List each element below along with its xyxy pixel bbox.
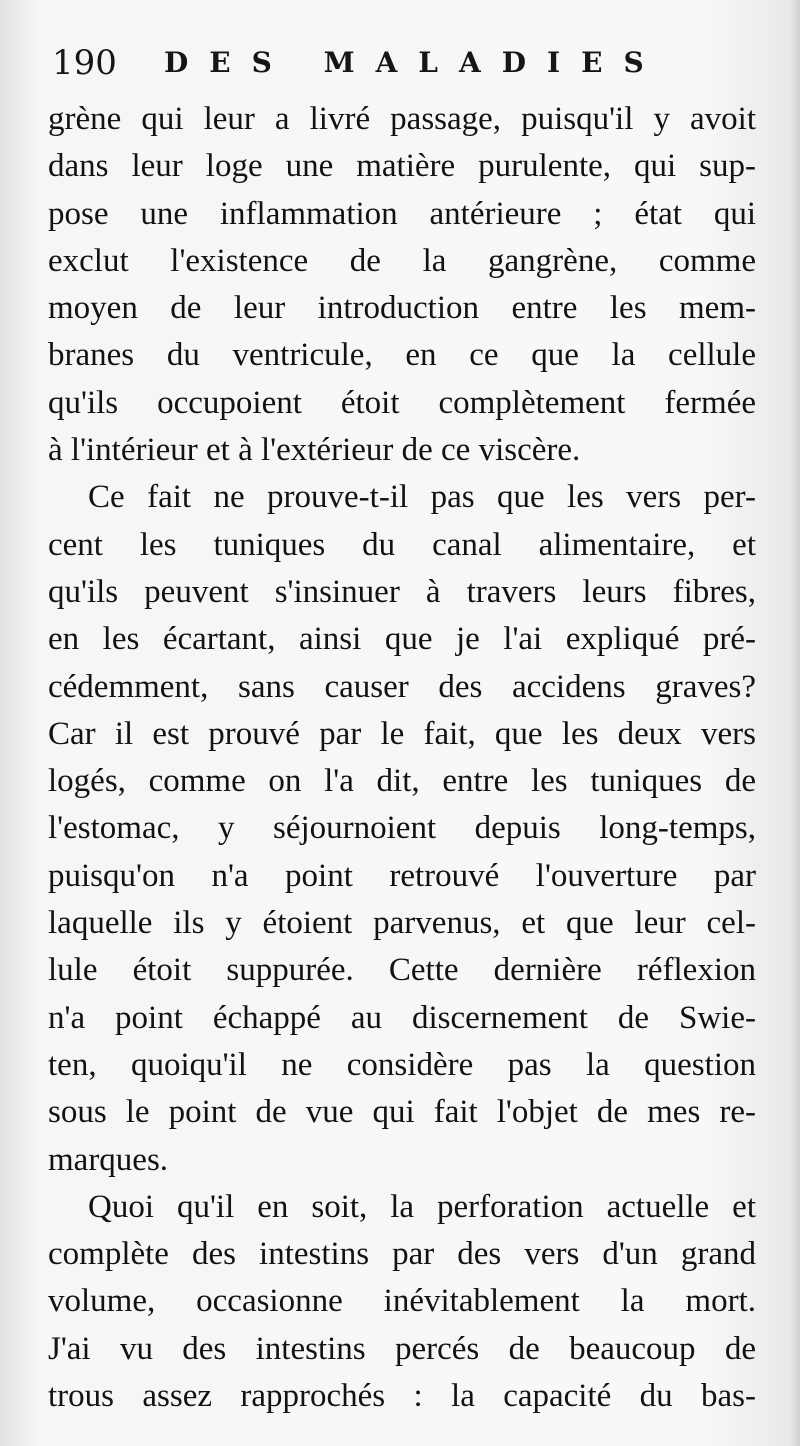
text-line: volume, occasionne inévitablement la mort. <box>48 1283 756 1320</box>
text-line: laquelle ils y étoient parvenus, et que leur cel- <box>48 905 756 942</box>
text-line: exclut l'existence de la gangrène, comme <box>48 242 756 279</box>
text-line: J'ai vu des intestins percés de beaucoup de <box>48 1330 756 1367</box>
page-number: 190 <box>52 43 117 83</box>
text-line: moyen de leur introduction entre les mem- <box>48 290 756 327</box>
text-line: cédemment, sans causer des accidens graves? <box>48 668 756 705</box>
text-line: complète des intestins par des vers d'un grand <box>48 1236 756 1273</box>
text-line: grène qui leur a livré passage, puisqu'il y avoit <box>48 101 756 137</box>
running-title: DES MALADIES <box>164 46 665 79</box>
text-line: Car il est prouvé par le fait, que les deux vers <box>48 715 756 752</box>
page-header <box>52 38 752 88</box>
text-line: pose une inflammation antérieure ; état qui <box>48 195 756 232</box>
text-line: qu'ils peuvent s'insinuer à travers leurs fibres, <box>48 573 756 610</box>
text-line: trous assez rapprochés : la capacité du bas- <box>48 1378 756 1415</box>
text-line: ten, quoiqu'il ne considère pas la question <box>48 1046 756 1083</box>
text-line: Ce fait ne prouve-t-il pas que les vers per- <box>88 479 756 516</box>
text-line: logés, comme on l'a dit, entre les tuniques de <box>48 763 756 800</box>
text-line: en les écartant, ainsi que je l'ai expliqué pré- <box>48 621 756 658</box>
text-line: sous le point de vue qui fait l'objet de mes re- <box>48 1094 756 1131</box>
text-line: à l'intérieur et à l'extérieur de ce viscère. <box>48 432 581 469</box>
text-line: cent les tuniques du canal alimentaire, et <box>48 526 756 563</box>
text-line: puisqu'on n'a point retrouvé l'ouverture par <box>48 857 756 894</box>
body-text <box>48 96 756 1420</box>
text-line: l'estomac, y séjournoient depuis long-temps, <box>48 810 756 847</box>
text-line: branes du ventricule, en ce que la cellule <box>48 337 756 374</box>
text-line: n'a point échappé au discernement de Swie- <box>48 999 756 1036</box>
text-line: Quoi qu'il en soit, la perforation actuelle et <box>88 1188 756 1225</box>
text-line: lule étoit suppurée. Cette dernière réflexion <box>48 952 756 989</box>
text-line: marques. <box>48 1141 169 1178</box>
text-line: qu'ils occupoient étoit complètement fermée <box>48 384 756 421</box>
text-line: dans leur loge une matière purulente, qui sup- <box>48 148 756 185</box>
